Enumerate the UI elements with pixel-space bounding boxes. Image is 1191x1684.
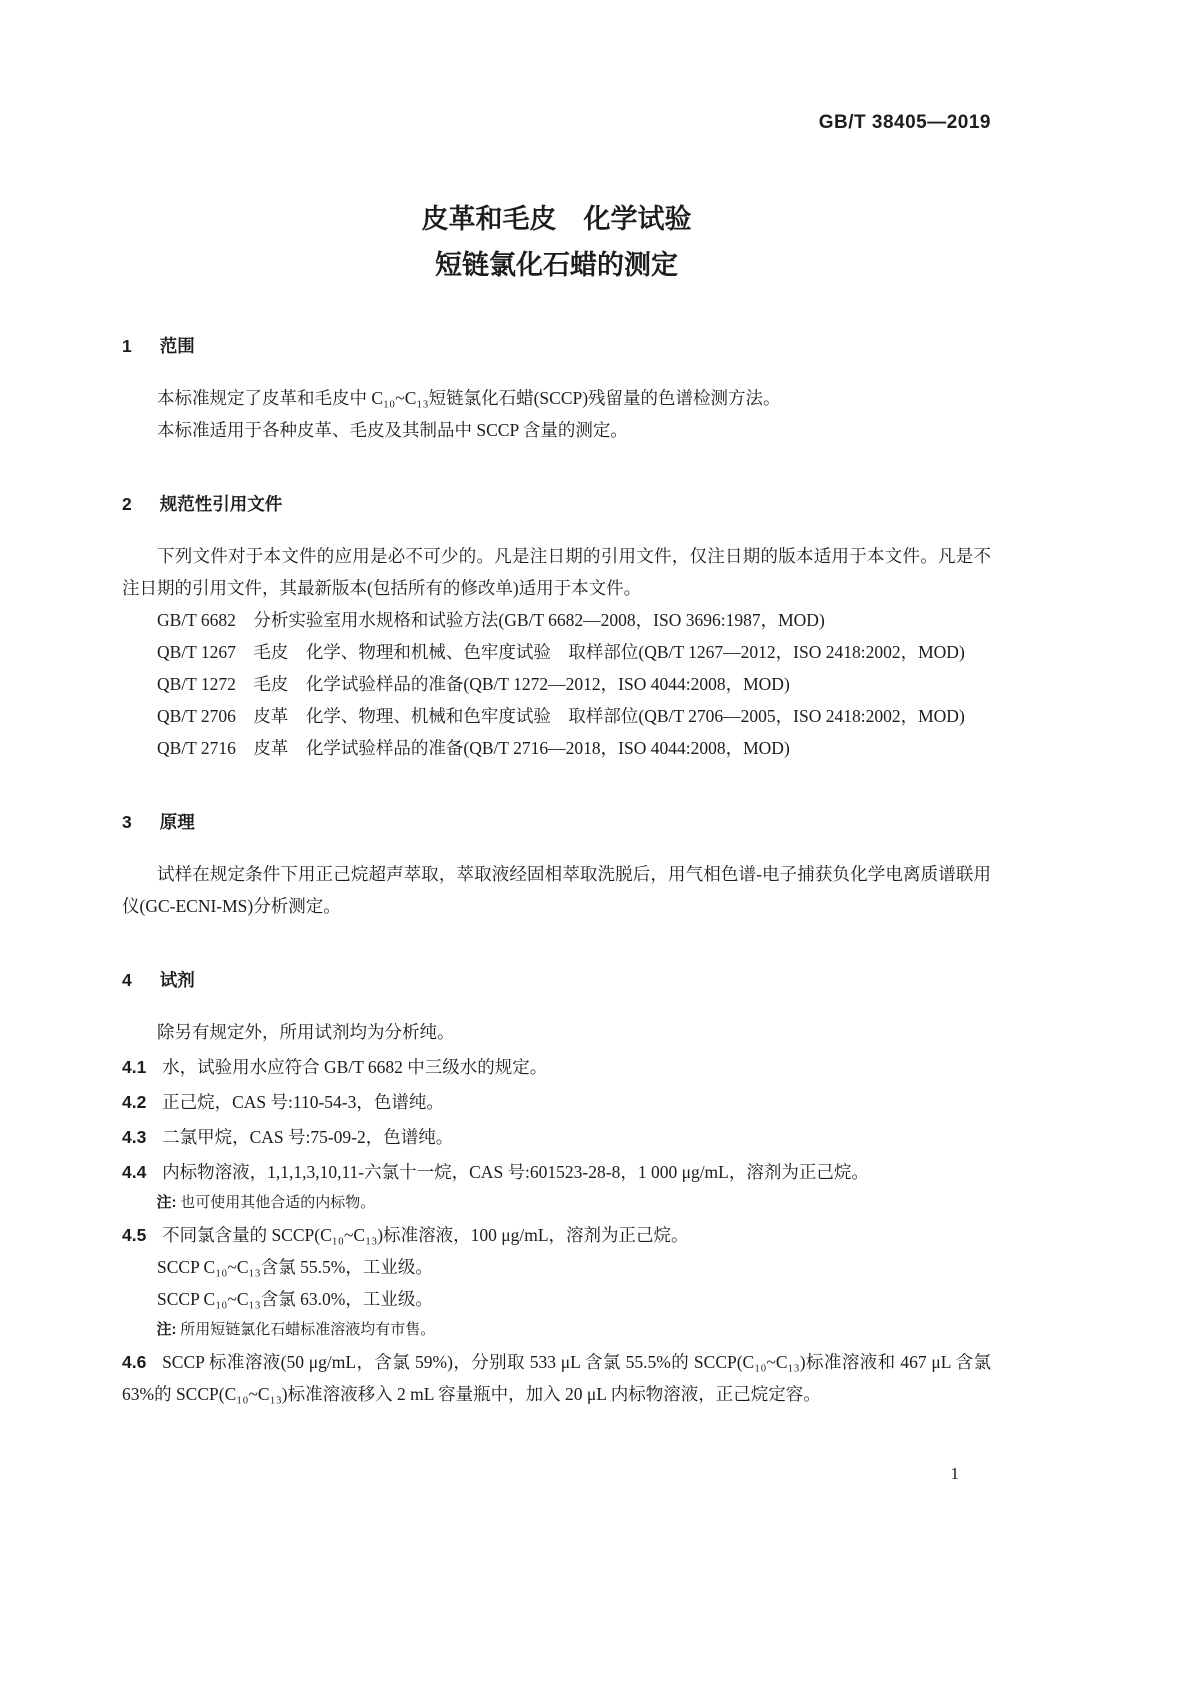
section-1-number: 1	[122, 336, 132, 356]
section-4-number: 4	[122, 970, 132, 990]
section-4-title: 试剂	[159, 970, 195, 990]
clause-4-5-subline-2: SCCP C₁₀~C₁₃含氯 63.0%，工业级。	[157, 1289, 433, 1309]
clause-4-5-note	[157, 1317, 992, 1343]
clause-4-5	[122, 1219, 991, 1251]
section-2-heading	[122, 492, 991, 516]
clause-4-1	[122, 1051, 991, 1083]
section-4-heading	[122, 968, 991, 992]
page-number: 1	[950, 1464, 959, 1483]
section-1-heading	[122, 334, 991, 358]
clause-4-5-text: 不同氯含量的 SCCP(C₁₀~C₁₃)标准溶液，100 μg/mL，溶剂为正己烷。	[162, 1225, 689, 1245]
clause-4-1-number: 4.1	[122, 1057, 147, 1077]
section-1-paragraph-2: 本标准适用于各种皮革、毛皮及其制品中 SCCP 含量的测定。	[157, 420, 628, 440]
standard-number: GB/T 38405—2019	[818, 112, 991, 133]
section-1-paragraph-1: 本标准规定了皮革和毛皮中 C₁₀~C₁₃短链氯化石蜡(SCCP)残留量的色谱检测方法。	[157, 388, 781, 408]
reference-entry: QB/T 1267 毛皮 化学、物理和机械、色牢度试验 取样部位(QB/T 1267—2012，ISO 2418:2002，MOD)	[157, 642, 965, 662]
clause-4-3	[122, 1121, 991, 1153]
clause-4-3-number: 4.3	[122, 1127, 147, 1147]
title-line-1: 皮革和毛皮 化学试验	[421, 204, 692, 234]
clause-4-2-number: 4.2	[122, 1092, 147, 1112]
section-2-intro: 下列文件对于本文件的应用是必不可少的。凡是注日期的引用文件，仅注日期的版本适用于本文件。凡是不注日期的引用文件，其最新版本(包括所有的修改单)适用于本文件。	[122, 546, 991, 598]
clause-4-4-text: 内标物溶液，1,1,1,3,10,11-六氯十一烷，CAS 号:601523-28-8，1 000 μg/mL，溶剂为正己烷。	[162, 1162, 869, 1182]
section-2-title: 规范性引用文件	[159, 494, 283, 514]
reference-entry: GB/T 6682 分析实验室用水规格和试验方法(GB/T 6682—2008，ISO 3696:1987，MOD)	[157, 610, 825, 630]
clause-4-6-number: 4.6	[122, 1352, 147, 1372]
clause-4-2-text: 正己烷，CAS 号:110-54-3，色谱纯。	[162, 1092, 444, 1112]
note-text: 所用短链氯化石蜡标准溶液均有市售。	[180, 1322, 436, 1338]
clause-4-6	[122, 1346, 991, 1410]
section-3-heading	[122, 810, 991, 834]
clause-4-4-note	[157, 1190, 992, 1216]
section-1-title: 范围	[159, 336, 195, 356]
section-3-title: 原理	[159, 812, 195, 832]
clause-4-5-subline-1: SCCP C₁₀~C₁₃含氯 55.5%，工业级。	[157, 1257, 433, 1277]
clause-4-1-text: 水，试验用水应符合 GB/T 6682 中三级水的规定。	[162, 1057, 548, 1077]
clause-4-4	[122, 1156, 991, 1188]
note-label: 注:	[156, 1321, 177, 1338]
note-label: 注:	[156, 1194, 177, 1211]
note-text: 也可使用其他合适的内标物。	[180, 1195, 376, 1211]
section-3-number: 3	[122, 812, 132, 832]
reference-entry: QB/T 2716 皮革 化学试验样品的准备(QB/T 2716—2018，ISO 4044:2008，MOD)	[157, 738, 790, 758]
title-line-2: 短链氯化石蜡的测定	[435, 250, 678, 280]
reference-entry: QB/T 1272 毛皮 化学试验样品的准备(QB/T 1272—2012，ISO 4044:2008，MOD)	[157, 674, 790, 694]
clause-4-3-text: 二氯甲烷，CAS 号:75-09-2，色谱纯。	[162, 1127, 454, 1147]
clause-4-6-text: SCCP 标准溶液(50 μg/mL，含氯 59%)，分别取 533 μL 含氯 55.5%的 SCCP(C₁₀~C₁₃)标准溶液和 467 μL 含氯 63%的 SCCP(C₁₀~C₁₃)标准溶液移入 2 mL 容量瓶中，加入 20 μL 内标物溶液，正己烷定容。	[122, 1352, 991, 1404]
reference-entry: QB/T 2706 皮革 化学、物理、机械和色牢度试验 取样部位(QB/T 2706—2005，ISO 2418:2002，MOD)	[157, 706, 965, 726]
clause-4-5-number: 4.5	[122, 1225, 147, 1245]
clause-4-2	[122, 1086, 991, 1118]
section-2-number: 2	[122, 494, 132, 514]
section-4-intro: 除另有规定外，所用试剂均为分析纯。	[157, 1022, 455, 1042]
section-3-paragraph: 试样在规定条件下用正己烷超声萃取，萃取液经固相萃取洗脱后，用气相色谱-电子捕获负化学电离质谱联用仪(GC-ECNI-MS)分析测定。	[122, 864, 991, 916]
clause-4-4-number: 4.4	[122, 1162, 147, 1182]
document-title	[122, 196, 991, 288]
